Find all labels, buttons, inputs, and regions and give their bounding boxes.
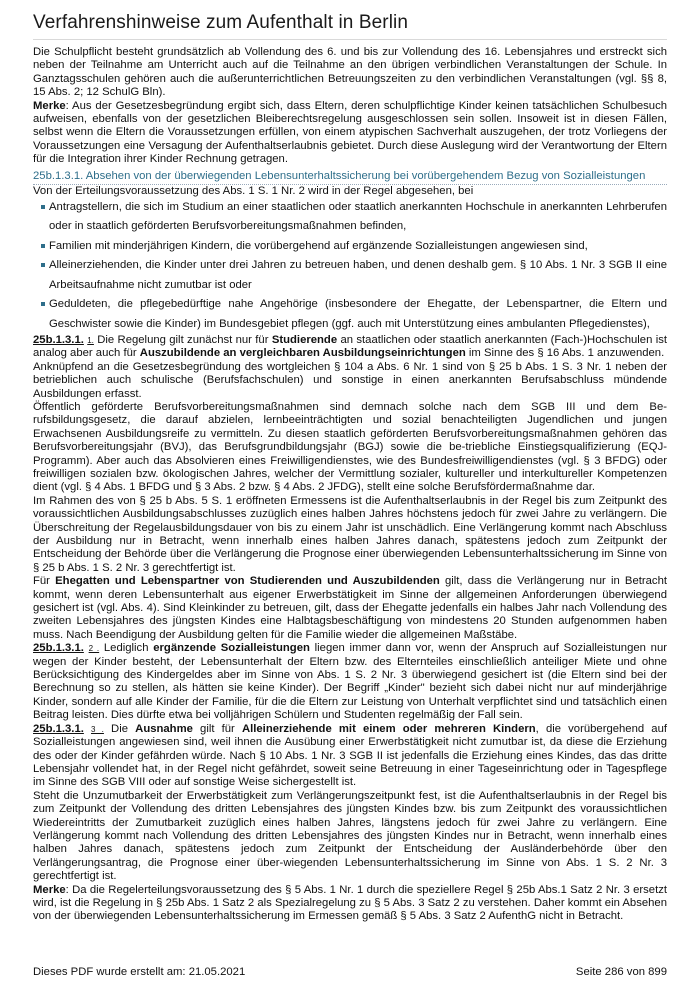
section-ref: 25b.1.3.1.	[33, 642, 84, 655]
merke-label: Merke	[33, 883, 66, 896]
paragraph-ehegatten: Für Ehegatten und Lebenspartner von Studierenden und Auszubildenden gilt, dass die Verlängerung nur in Betracht kommt, wenn deren Lebensunterhalt aus eigener Erwerbstätigkeit im Sinne der allgemeinen Anforderungen überwiegend gesichert ist (vgl. Abs. 4). Sind Kleinkinder zu betreuen, gilt, dass der Ehegatte jedenfalls ein halbes Jahr nach Vollendung des zweiten Lebensjahres des jüngsten Kindes eine Halbtagsbeschäftigung von mindestens 20 Stunden aufgenommen haben muss. Nach Beendigung der Ausbildung gelten für die Familie wieder die allgemeinen Maßstäbe.	[33, 575, 668, 641]
merke-text: : Da die Regelerteilungsvoraussetzung des § 5 Abs. 1 Nr. 1 durch die speziellere Regel § 25b Abs.1 Satz 2 Nr. 3 ersetzt wird, ist die Regelung in § 25b Abs. 1 Satz 2 als Spezialregelung zu § 5 Abs. 3 Satz 2 zu verstehen. Daher kommt ein Absehen von der überwiegenden Lebensunterhaltssicherung im Ermessen gemäß § 5 Abs. 3 Satz 2 AufenthG nicht in Betracht.	[33, 883, 667, 923]
paragraph-unzumutbarkeit: Steht die Unzumutbarkeit der Erwerbstätigkeit zum Verlängerungszeitpunkt fest, ist die Aufenthaltserlaubnis in der Regel bis zum Zeitpunkt der Vollendung des dritten Lebensjahres des jüngsten Kindes bzw. bis zum Zeitpunkt des voraussichtlichen Wiedereintritts der Zumutbarkeit zuzüglich eines halben Jahres, längstens jedoch für zwei Jahre zu verlängern. Eine Verlängerung kommt nach Vollendung des dritten Lebensjahres des jüngsten Kindes nur in Betracht, wenn innerhalb eines halben Jahres danach, spätestens jedoch zum Zeitpunkt der Entscheidung der Ausländerbehörde über den Verlängerungsantrag, die Prognose einer über-wiegenden Lebensunterhaltssicherung im Sinne von Abs. 1 S. 2 Nr. 3 gerechtfertigt ist.	[33, 789, 667, 883]
bullet-list	[33, 198, 667, 334]
square-bullet-icon	[41, 263, 45, 267]
list-intro: Von der Erteilungsvoraussetzung des Abs. 1 S. 1 Nr. 2 wird in der Regel abgesehen, bei	[33, 184, 474, 197]
list-item: Alleinerziehenden, die Kinder unter drei Jahren zu betreuen haben, und denen deshalb gem. § 10 Abs. 1 Nr. 3 SGB II eine Arbeitsaufnahme nicht zumutbar ist oder	[41, 256, 667, 295]
page-footer	[33, 966, 667, 978]
paragraph-merke-2	[33, 884, 667, 924]
square-bullet-icon	[41, 302, 45, 306]
item-number: 3 .	[91, 724, 104, 734]
section-heading-25b-1-3-1[interactable]: 25b.1.3.1. Absehen von der überwiegenden Lebensunterhaltssicherung bei vorübergehendem Bezug von Sozialleistungen	[33, 169, 667, 185]
paragraph-sozialleistungen: 25b.1.3.1. 2 . Lediglich ergänzende Sozialleistungen liegen immer dann vor, wenn der Anspruch auf Sozialleistungen nur wegen der Kinder besteht, der Lebensunterhalt der Eltern bzw. des Elternteiles einschließlich anteiliger Miete und ohne Berücksichtigung des Kindergeldes aber im Sinne von Abs. 1 S. 2 Nr. 3 überwiegend gesichert ist (die Eltern sind bei der Berechnung so zu stellen, als hätten sie keine Kinder). Der Begriff „Kinder" bezieht sich dabei nicht nur auf minderjährige Kinder, sondern auf alle Kinder der Familie, für die die Eltern zur Leistung von Unterhalt verpflichtet sind und tatsächlich einen Beitrag leisten. Dies dürfte etwa bei volljährigen Schülern und Studenten regelmäßig der Fall sein.	[33, 642, 667, 722]
item-number: 1.	[87, 335, 94, 345]
page-title: Verfahrenshinweise zum Aufenthalt in Berlin	[33, 12, 667, 40]
item-number: 2 .	[88, 644, 100, 654]
section-ref: 25b.1.3.1.	[33, 722, 84, 735]
document-page	[33, 0, 667, 924]
list-item: Geduldeten, die pflegebedürftige nahe Angehörige (insbesondere der Ehegatte, der Lebenspartner, die Eltern und Geschwister sowie die Kinder) im Bundesgebiet pflegen (ggf. auch mit Unterstützung eines ambulanten Pflegedienstes),	[41, 295, 667, 334]
creation-date: Dieses PDF wurde erstellt am: 21.05.2021	[33, 966, 246, 978]
list-item: Familien mit minderjährigen Kindern, die vorübergehend auf ergänzende Sozialleistungen angewiesen sind,	[41, 237, 667, 256]
paragraph-oeffentlich: Öffentlich geförderte Berufsvorbereitungsmaßnahmen sind demnach solche nach dem SGB III und dem Be-rufsbildungsgesetz, die darauf abzielen, lernbeeinträchtigten und sozial benachteiligten Jugendlichen und jungen Erwachsenen Ausbildungsreife zu vermitteln. Zu diesen staatlich geförderten Berufsvorbereitungsmaßnahmen gehören das Berufsvorbereitungsjahr (BVJ), das Berufsgrundbildungsjahr (BGJ) sowie die be-triebliche Einstiegsqualifizierung (EQJ-Programm). Aber auch das Absolvieren eines Freiwilligendienstes, wie des Bundesfreiwilligendienstes (vgl. § 3 BFDG) oder freiwilligen sozialen bzw. ökologischen Jahres, welcher der Vermittlung sozialer, kultureller und interkultureller Kompetenzen dient (vgl. § 4 Abs. 1 BFDG und § 3 Abs. 2 bzw. § 4 Abs. 2 JFDG), stellt eine solche Berufsfördermaßnahme dar.	[33, 400, 667, 494]
square-bullet-icon	[41, 205, 45, 209]
paragraph-schulpflicht: Die Schulpflicht besteht grundsätzlich ab Vollendung des 6. und bis zur Vollendung des 16. Lebensjahres und erstreckt sich neben der Teilnahme am Unterricht auch auf die Teilnahme an den übrigen verbindlichen Veranstaltungen der Schule. In Ganztagsschulen gehören auch die außerunterrichtlichen Betreuungszeiten zu den verbindlichen Veranstaltungen (vgl. §§ 8, 15 Abs. 2; 12 SchulG Bln).	[33, 46, 667, 99]
paragraph-anknuepfend: Anknüpfend an die Gesetzesbegründung des wortgleichen § 104 a Abs. 6 Nr. 1 sind von § 25 b Abs. 1 S. 3 Nr. 1 neben der betrieblichen auch schulische (Berufsfachschulen) und sonstige in einen anerkannten Berufsabschluss mündende Ausbildungen erfasst.	[33, 360, 667, 400]
paragraph-merke-1	[33, 100, 667, 167]
paragraph-studierende: 25b.1.3.1. 1. Die Regelung gilt zunächst nur für Studierende an staatlichen oder staatlich anerkannten (Fach-)Hochschulen ist analog aber auch für Auszubildende an vergleichbaren Ausbildungseinrichtungen im Sinne des § 16 Abs. 1 anzuwenden.	[33, 333, 667, 360]
square-bullet-icon	[41, 244, 45, 248]
merke-text: : Aus der Gesetzesbegründung ergibt sich, dass Eltern, deren schulpflichtige Kinder keinen tatsächlichen Schulbesuch aufweisen, ebenfalls von der gesetzlichen Bleiberechtsregelung ausgeschlossen sein sollen. Insoweit ist in diesen Fällen, selbst wenn die Eltern die Voraussetzungen erfüllen, von einem atypischen Sachverhalt auszugehen, der trotz Vorliegens der Voraussetzungen eine Versagung der Aufenthaltserlaubnis gebietet. Durch diese Auslegung wird der Verantwortung der Eltern für die Integration ihrer Kinder Rechnung getragen.	[33, 99, 667, 166]
paragraph-alleinerziehende: 25b.1.3.1. 3 . Die Ausnahme gilt für Alleinerziehende mit einem oder mehreren Kindern, die vorübergehend auf Sozialleistungen angewiesen sind, weil ihnen die Ausübung einer Erwerbstätigkeit nicht zumutbar ist, da diese die Erziehung des oder der Kinder gefährden würde. Nach § 10 Abs. 1 Nr. 3 SGB II ist jedenfalls die Erziehung eines Kindes, das das dritte Lebensjahr vollendet hat, in der Regel nicht gefährdet, soweit seine Betreuung in einer Tageseinrichtung oder in Tagespflege im Sinne des SGB VIII oder auf sonstige Weise sichergestellt ist.	[33, 722, 668, 789]
section-ref: 25b.1.3.1.	[33, 333, 84, 346]
list-item: Antragstellern, die sich im Studium an einer staatlichen oder staatlich anerkannten Hochschule in anerkannten Lehrberufen oder in staatlich geförderten Berufsvorbereitungsmaßnahmen befinden,	[41, 198, 667, 237]
merke-label: Merke	[33, 99, 66, 112]
page-number: Seite 286 von 899	[575, 966, 667, 978]
paragraph-ermessen: Im Rahmen des von § 25 b Abs. 5 S. 1 eröffneten Ermessens ist die Aufenthaltserlaubnis in der Regel bis zum Zeitpunkt des voraussichtlichen Ausbildungsabschlusses zuzüglich eines halben Jahres höchstens jedoch für zwei Jahre zu verlängern. Die Überschreitung der Regelausbildungsdauer von bis zu einem Jahr ist unschädlich. Eine Verlängerung kommt nach Abschluss der Ausbildung nur in Betracht, wenn innerhalb eines halben Jahres danach, spätestens jedoch zum Zeitpunkt der Entscheidung der Behörde über die Verlängerung die Prognose einer überwiegenden Lebensunterhaltssicherung im Sinne von § 25 b Abs. 1 S. 2 Nr. 3 gerechtfertigt ist.	[33, 494, 667, 574]
